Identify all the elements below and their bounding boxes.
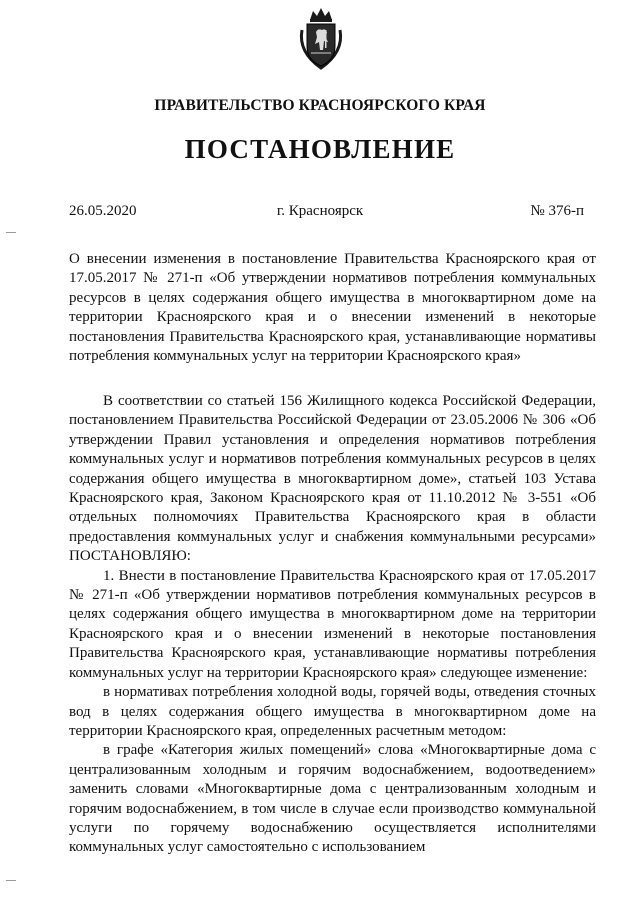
body-paragraph: в графе «Категория жилых помещений» слова «Многоквартирные дома с централизованным холодным и горячим водоснабжением, водоотведением» заменить словами «Многоквартирные дома с централизованным холодным и горячим водоснабжением, в том числе в случае если производство коммунальной услуги по горячему водоснабжению осуществляется исполнителями коммунальных услуг самостоятельно с использованием [69,742,596,856]
margin-mark [6,880,16,881]
document-type: ПОСТАНОВЛЕНИЕ [184,134,456,164]
document-city: г. Красноярск [276,203,364,219]
document-subject: О внесении изменения в постановление Правительства Красноярского края от 17.05.2017 № 271-п «Об утверждении нормативов потребления коммунальных ресурсов в целях содержания общего имущества в многоквартирном доме на территории Красноярского края и о внесении изменений в некоторые постановления Правительства Красноярского края, устанавливающие нормативы потребления коммунальных услуг на территории Красноярского края» [69,251,596,365]
margin-mark [6,232,16,233]
document-body [69,392,596,858]
organization-title: ПРАВИТЕЛЬСТВО КРАСНОЯРСКОГО КРАЯ [154,97,486,114]
body-paragraph: В соответствии со статьей 156 Жилищного кодекса Российской Федерации, постановлением Правительства Российской Федерации от 23.05.2006 № 306 «Об утверждении Правил установления и определения нормативов потребления коммунальных услуг и нормативов потребления коммунальных ресурсов в целях содержания общего имущества в многоквартирном доме», статьей 103 Устава Красноярского края, Законом Красноярского края от 11.10.2012 № 3-551 «Об отдельных полномочиях Правительства Красноярского края в области предоставления коммунальных услуг и снабжения коммунальными ресурсами» ПОСТАНОВЛЯЮ: [69,393,596,565]
coat-of-arms-icon [296,6,346,72]
document-date: 26.05.2020 [69,203,137,219]
document-number: № 376-п [530,203,584,219]
body-paragraph: 1. Внести в постановление Правительства Красноярского края от 17.05.2017 № 271-п «Об утверждении нормативов потребления коммунальных ресурсов в целях содержания общего имущества в многоквартирном доме на территории Красноярского края и о внесении изменений в некоторые постановления Правительства Красноярского края, устанавливающие нормативы потребления коммунальных услуг на территории Красноярского края» следующее изменение: [69,567,596,681]
body-paragraph: в нормативах потребления холодной воды, горячей воды, отведения сточных вод в целях содержания общего имущества в многоквартирном доме на территории Красноярского края, определенных расчетным методом: [69,684,596,739]
